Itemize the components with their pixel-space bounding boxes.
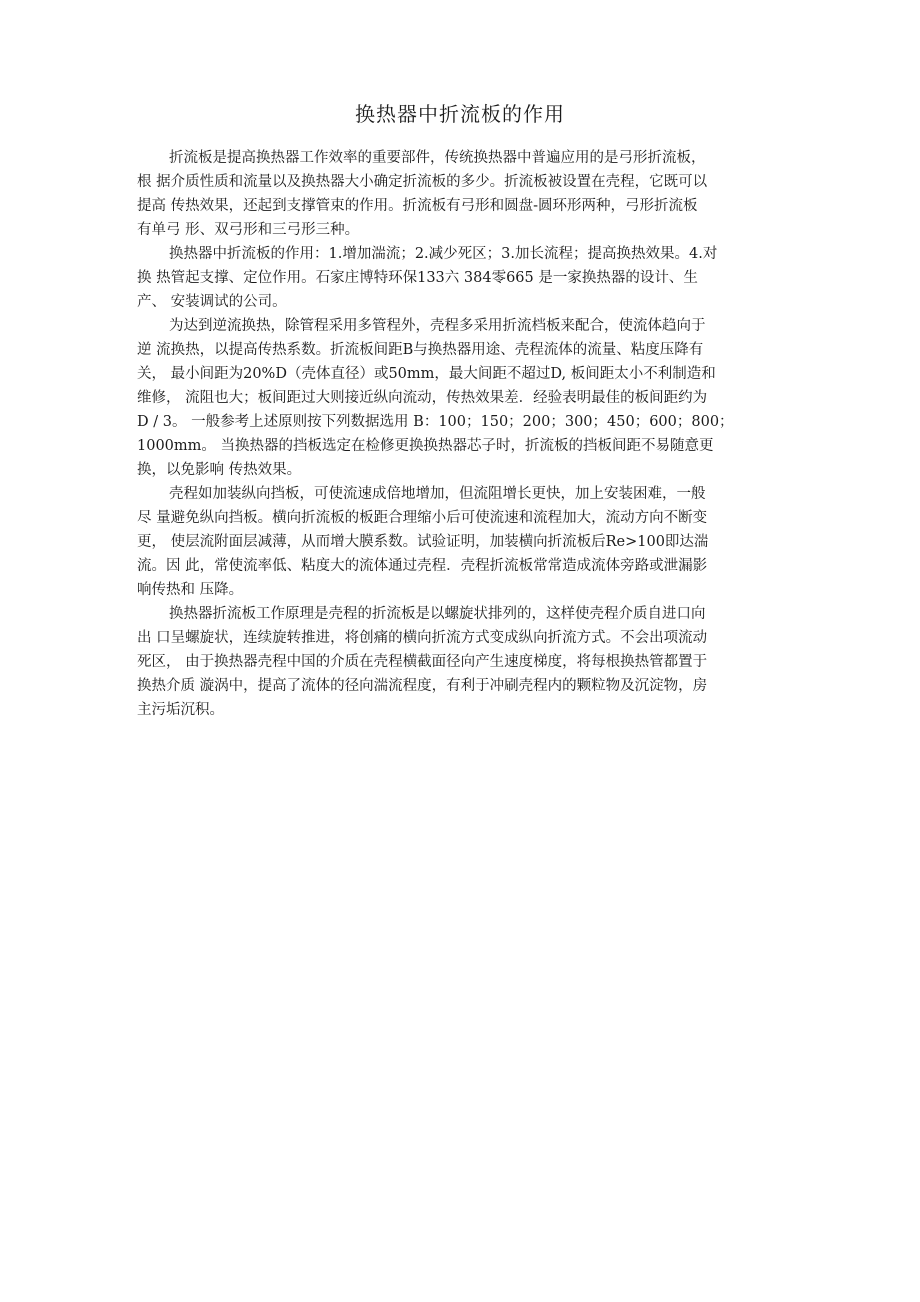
text-line: 维修， 流阻也大；板间距过大则接近纵向流动，传热效果差．经验表明最佳的板间距约为: [137, 390, 708, 406]
paragraph-longitudinal-baffle: [137, 482, 792, 602]
text-line: 出 口呈螺旋状，连续旋转推进，将创痛的横向折流方式变成纵向折流方式。不会出项流动: [137, 630, 708, 646]
text-line: 为达到逆流换热，除管程采用多管程外，壳程多采用折流档板来配合，使流体趋向于: [169, 318, 706, 334]
text-line: 主污垢沉积。: [137, 702, 224, 718]
text-line: 响传热和 压降。: [137, 582, 244, 598]
text-line: 关， 最小间距为20%D（壳体直径）或50mm，最大间距不超过D, 板间距太小不利制造和: [137, 366, 716, 382]
text-line: D / 3。 一般参考上述原则按下列数据选用 B：100；150；200；300；450；600；800；: [137, 414, 734, 430]
text-line: 逆 流换热，以提高传热系数。折流板间距B与换热器用途、壳程流体的流量、粘度压降有: [137, 342, 704, 358]
document-body: [137, 146, 792, 722]
text-line: 换热介质 漩涡中，提高了流体的径向湍流程度，有利于冲刷壳程内的颗粒物及沉淀物，房: [137, 678, 708, 694]
text-line: 死区， 由于换热器壳程中国的介质在壳程横截面径向产生速度梯度，将每根换热管都置于: [137, 654, 708, 670]
text-line: 有单弓 形、双弓形和三弓形三种。: [137, 222, 360, 238]
text-line: 折流板是提高换热器工作效率的重要部件，传统换热器中普遍应用的是弓形折流板，: [169, 150, 706, 166]
paragraph-intro: [137, 146, 792, 242]
text-line: 壳程如加装纵向挡板，可使流速成倍地增加，但流阻增长更快，加上安装困难，一般: [169, 486, 706, 502]
document-title: 换热器中折流板的作用: [355, 102, 565, 126]
text-line: 根 据介质性质和流量以及换热器大小确定折流板的多少。折流板被设置在壳程，它既可以: [137, 174, 708, 190]
text-line: 提高 传热效果，还起到支撑管束的作用。折流板有弓形和圆盘-圆环形两种，弓形折流板: [137, 198, 698, 214]
text-line: 换热器中折流板的作用：1.增加湍流；2.减少死区；3.加长流程；提高换热效果。4.对: [169, 246, 718, 262]
text-line: 换 热管起支撑、定位作用。石家庄博特环保133六 384零665 是一家换热器的设计、生: [137, 270, 698, 286]
text-line: 产、 安装调试的公司。: [137, 294, 287, 310]
text-line: 换热器折流板工作原理是壳程的折流板是以螺旋状排列的，这样使壳程介质自进口向: [169, 606, 706, 622]
paragraph-working-principle: [137, 602, 792, 722]
paragraph-spacing: [137, 314, 792, 482]
text-line: 1000mm。 当换热器的挡板选定在检修更换换热器芯子时，折流板的挡板间距不易随意更: [137, 438, 714, 454]
paragraph-functions: [137, 242, 792, 314]
text-line: 更， 使层流附面层减薄，从而增大膜系数。试验证明，加装横向折流板后Re>100即达湍: [137, 534, 709, 550]
text-line: 换，以免影响 传热效果。: [137, 462, 302, 478]
text-line: 流。因 此，常使流率低、粘度大的流体通过壳程．壳程折流板常常造成流体旁路或泄漏影: [137, 558, 708, 574]
text-line: 尽 量避免纵向挡板。横向折流板的板距合理缩小后可使流速和流程加大，流动方向不断变: [137, 510, 708, 526]
